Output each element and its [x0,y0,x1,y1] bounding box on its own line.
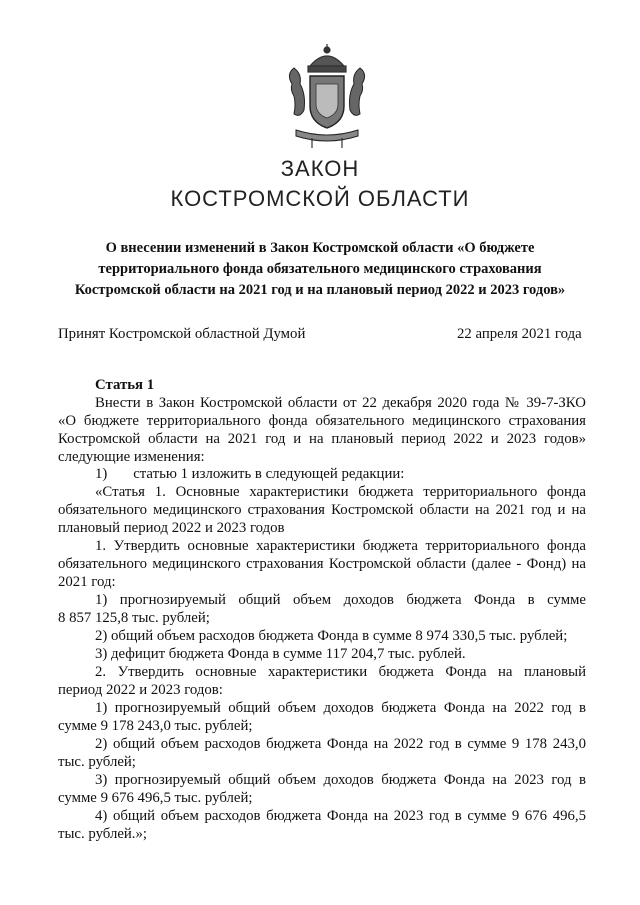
article-line: 8 857 125,8 тыс. рублей; [58,610,210,626]
article-line: обязательного медицинского страхования Костромской области (далее - Фонд) на [58,556,586,572]
adopted-by: Принят Костромской областной Думой [58,326,306,342]
article-line: 2021 год: [58,574,116,590]
law-title-line-2: КОСТРОМСКОЙ ОБЛАСТИ [170,186,470,211]
article-line: 2) общий объем расходов бюджета Фонда на 2022 год в сумме 9 178 243,0 [95,736,586,752]
subject-line: Костромской области на 2021 год и на плановый период 2022 и 2023 годов» [74,282,566,298]
coat-of-arms-emblem [282,44,372,152]
article-line: 3) прогнозируемый общий объем доходов бюджета Фонда на 2023 год в [95,772,586,788]
article-line: сумме 9 676 496,5 тыс. рублей; [58,790,253,806]
subject-line: территориального фонда обязательного медицинского страхования [98,261,542,277]
article-line: следующие изменения: [58,449,205,465]
article-line: тыс. рублей; [58,754,136,770]
article-line: 1) прогнозируемый общий объем доходов бюджета Фонда на 2022 год в [95,700,586,716]
article-line: 2. Утвердить основные характеристики бюджета Фонда на плановый [95,664,586,680]
article-line: «Статья 1. Основные характеристики бюджета территориального фонда [95,484,586,500]
article-line: 1. Утвердить основные характеристики бюджета территориального фонда [95,538,586,554]
article-line: 4) общий объем расходов бюджета Фонда на 2023 год в сумме 9 676 496,5 [95,808,586,824]
article-line: тыс. рублей.»; [58,826,148,842]
article-line: Внести в Закон Костромской области от 22 декабря 2020 года № 39-7-ЗКО [95,395,586,411]
article-line: обязательного медицинского страхования Костромской области на 2021 год и на [58,502,586,518]
article-line: Костромской области на 2021 год и на плановый период 2022 и 2023 годов» [58,431,586,447]
subject-line: О внесении изменений в Закон Костромской области «О бюджете [105,240,535,256]
article-line: период 2022 и 2023 годов: [58,682,223,698]
article-line: «О бюджете территориального фонда обязательного медицинского страхования [58,413,586,429]
article-line: 1) статью 1 изложить в следующей редакции: [95,466,405,482]
article-heading: Статья 1 [95,377,155,393]
article-line: сумме 9 178 243,0 тыс. рублей; [58,718,253,734]
article-line: 2) общий объем расходов бюджета Фонда в сумме 8 974 330,5 тыс. рублей; [95,628,568,644]
article-line: 1) прогнозируемый общий объем доходов бюджета Фонда в сумме [95,592,586,608]
law-title-line-1: ЗАКОН [280,156,360,181]
article-line: плановый период 2022 и 2023 годов [58,520,285,536]
article-line: 3) дефицит бюджета Фонда в сумме 117 204,7 тыс. рублей. [95,646,466,662]
law-subject [40,238,600,301]
adoption-date: 22 апреля 2021 года [457,326,582,342]
